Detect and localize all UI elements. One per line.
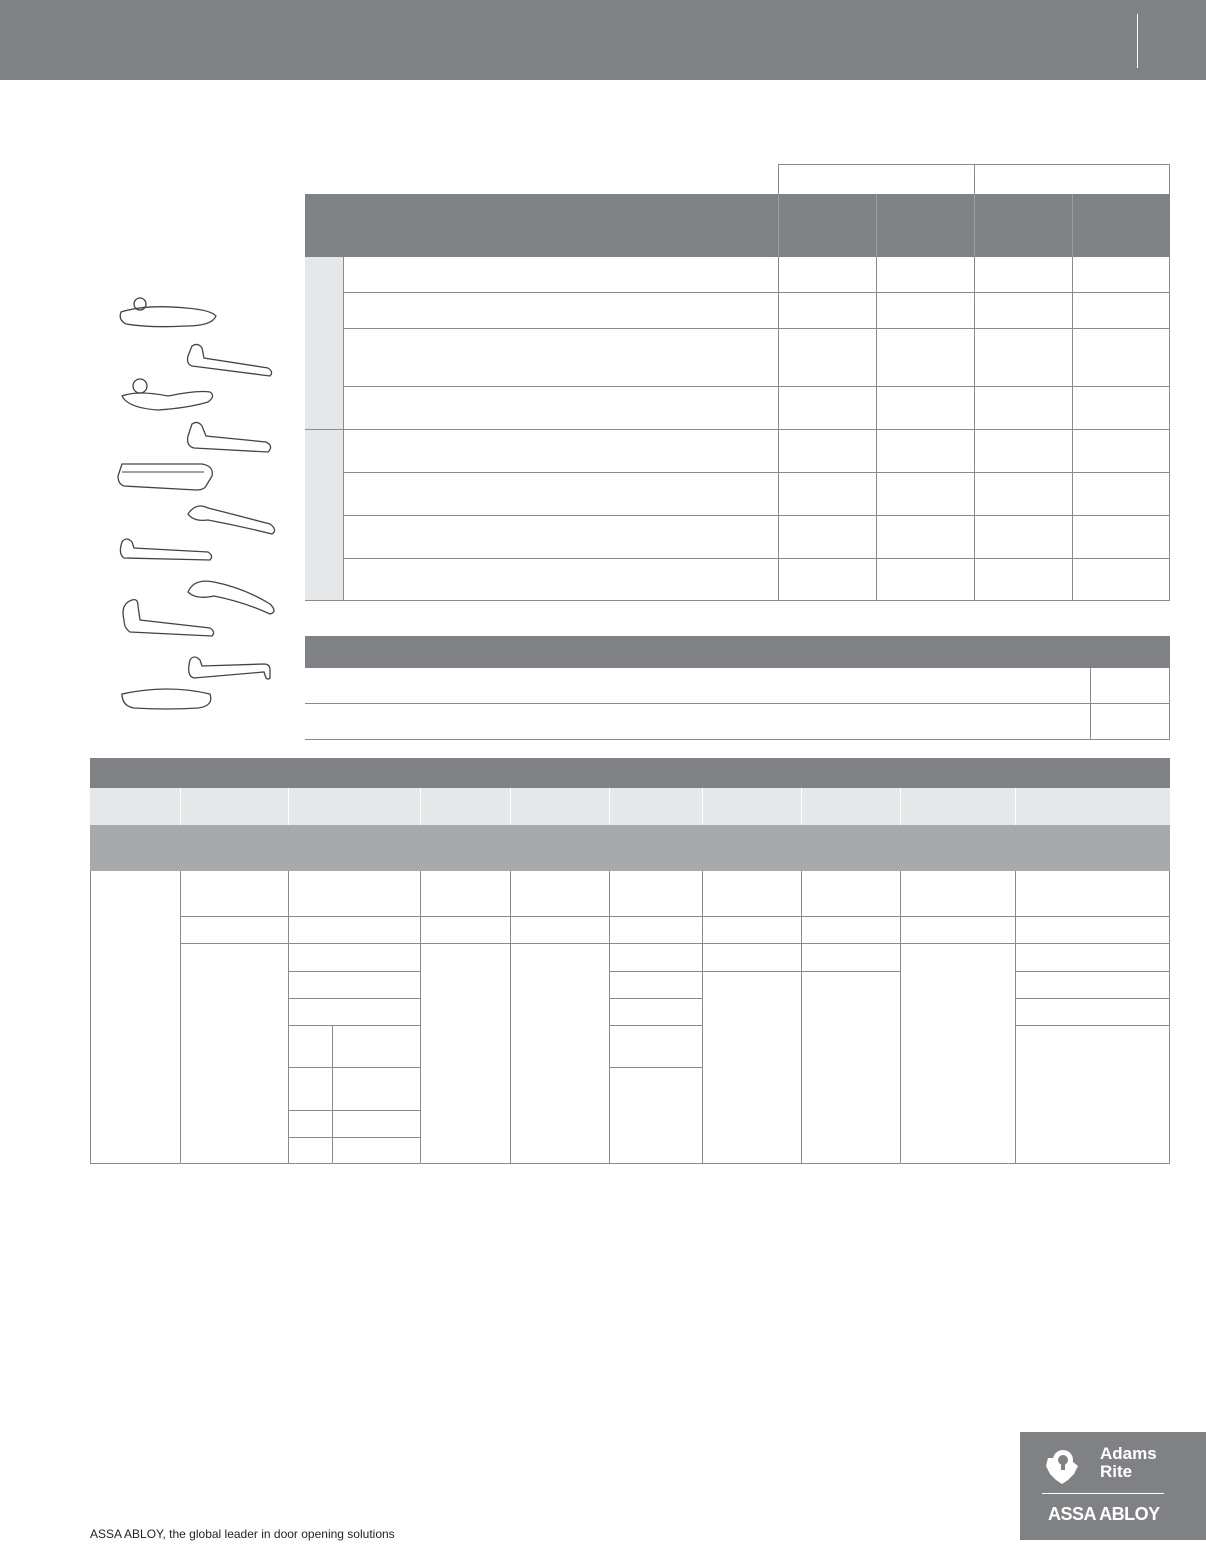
table-rule (1169, 871, 1170, 1164)
table-rule (609, 998, 702, 999)
spec-table-section-band (90, 825, 1170, 871)
table-rule (343, 515, 1170, 516)
table-rule (343, 292, 1170, 293)
table-rule (1169, 164, 1170, 194)
table-rule (180, 871, 181, 1164)
options-table-header (305, 636, 1170, 668)
table-rule (288, 788, 289, 825)
table-rule (510, 871, 511, 1164)
table-rule (90, 871, 91, 1164)
table-rule (180, 916, 1170, 917)
table-rule (609, 788, 610, 825)
lever-handle-icon (118, 684, 218, 716)
table-rule (900, 871, 901, 1164)
table-rule (288, 871, 289, 1164)
table-rule (900, 788, 901, 825)
table-rule (305, 429, 1170, 430)
row-group-band (305, 257, 343, 429)
table-rule (510, 788, 511, 825)
table-rule (1072, 194, 1073, 257)
lever-handle-icon (116, 454, 218, 494)
brand-name (1100, 1445, 1157, 1481)
table-rule (702, 788, 703, 825)
table-rule (343, 558, 1170, 559)
table-rule (801, 788, 802, 825)
table-rule (801, 871, 802, 1164)
table-rule (702, 871, 703, 1164)
table-rule (876, 194, 877, 257)
table-rule (90, 1163, 1170, 1164)
table-rule (343, 386, 1170, 387)
lever-handle-icon (184, 418, 276, 458)
table-rule (609, 1067, 702, 1068)
table-rule (288, 998, 420, 999)
row-group-band (305, 429, 343, 600)
table-rule (288, 1067, 420, 1068)
table-rule (180, 788, 181, 825)
table-rule (332, 1025, 333, 1164)
table-rule (305, 739, 1170, 740)
lever-handle-icon (118, 374, 220, 414)
table-rule (1015, 971, 1170, 972)
table-rule (343, 472, 1170, 473)
table-rule (288, 1025, 420, 1026)
table-rule (974, 194, 975, 257)
spec-table-column-header-row (90, 788, 1170, 825)
table-rule (974, 164, 975, 194)
lever-handle-icon (184, 652, 276, 688)
brand-line-2: Rite (1100, 1462, 1133, 1481)
table-rule (778, 194, 779, 257)
table-rule (1015, 788, 1016, 825)
brand-logo (1020, 1432, 1206, 1540)
footer-tagline: ASSA ABLOY, the global leader in door opening solutions (90, 1527, 395, 1541)
lever-handle-icon (116, 294, 222, 334)
table-rule (420, 871, 421, 1164)
banner-divider (1137, 14, 1138, 68)
parent-brand: ASSA ABLOY (1048, 1504, 1160, 1524)
table-rule (609, 971, 702, 972)
table-rule (609, 871, 610, 1164)
table-rule (288, 971, 420, 972)
lever-handle-icon (116, 534, 218, 566)
lever-handle-icon (118, 594, 218, 640)
table-rule (305, 600, 1170, 601)
spec-table-title-bar (90, 758, 1170, 788)
table-rule (778, 164, 779, 194)
table-rule (288, 1137, 420, 1138)
table-rule (305, 703, 1170, 704)
top-banner (0, 0, 1206, 80)
table-rule (1015, 871, 1016, 1164)
table-rule (609, 1025, 702, 1026)
table-rule (343, 328, 1170, 329)
table-header-row (305, 194, 1170, 257)
table-rule (180, 943, 1170, 944)
table-rule (420, 788, 421, 825)
table-rule (702, 971, 900, 972)
table-rule (1015, 998, 1170, 999)
table-rule (1015, 1025, 1170, 1026)
brand-line-1: Adams (1100, 1444, 1157, 1463)
table-rule (288, 1110, 420, 1111)
